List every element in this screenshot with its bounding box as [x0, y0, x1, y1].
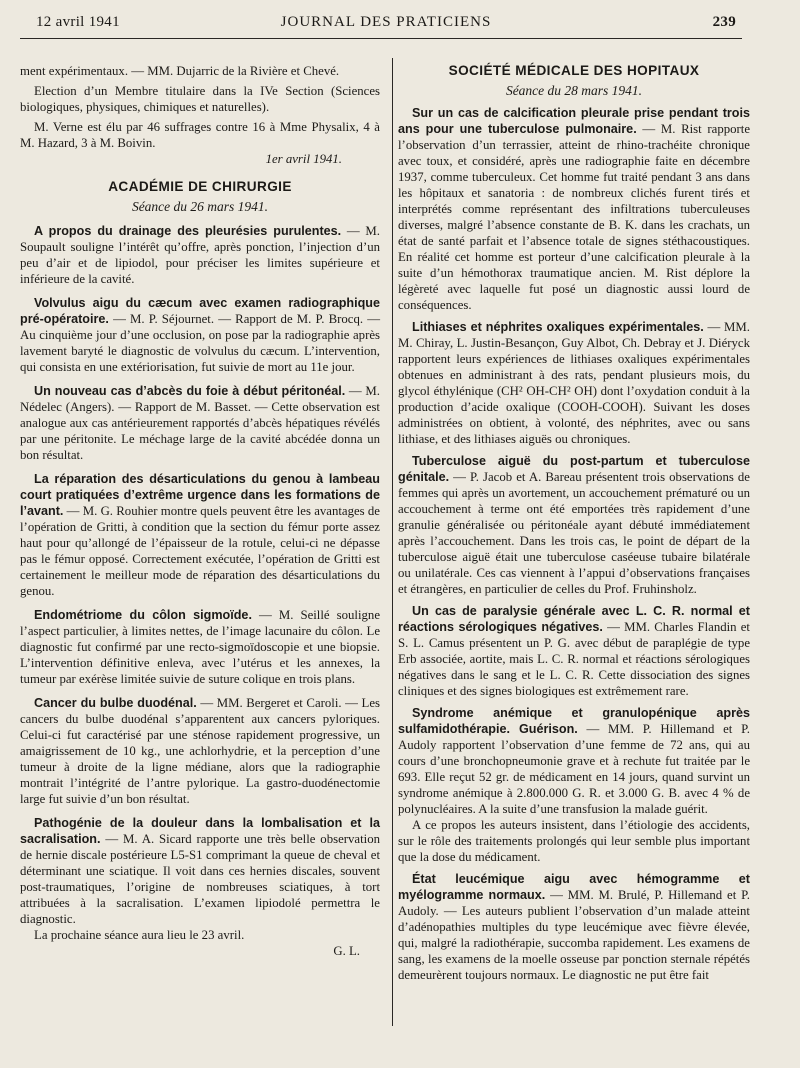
article-title: Endométriome du côlon sigmoïde.	[34, 608, 252, 622]
article-text: — MM. Charles Flandin et S. L. Camus présentent un P. G. avec début de paraplégie de type Erb associée, aortite, mais L. C. R. normal et réactions sérologiques négatives dans le sang et le L. C. R. Cette dissociation des signes cliniques et des signes biologiques est extrêmement rare.	[398, 620, 750, 698]
article-desarticulations-genou	[20, 471, 380, 599]
article-syndrome-anemique-note: A ce propos les auteurs insistent, dans l’étiologie des accidents, sur le rôle des traitements prolongés qui leur semble plus important que la dose du médicament.	[398, 818, 750, 864]
election-paragraph: Election d’un Membre titulaire dans la IVe Section (Sciences biologiques, physiques, chimiques et naturelles).	[20, 84, 380, 114]
article-drainage-pleuresies	[20, 223, 380, 287]
article-etat-leucemique	[398, 871, 750, 983]
article-title: A propos du drainage des pleurésies purulentes.	[34, 224, 342, 238]
date-signature: 1er avril 1941.	[265, 152, 342, 166]
article-title: Syndrome anémique et granulopénique après sulfamidothérapie. Guérison.	[398, 706, 750, 736]
article-text: — M. A. Sicard rapporte une très belle observation de hernie discale postérieure L5-S1 comprimant la queue de cheval et déterminant une sciatique. Il voit dans ces hernies discales, souvent post-traumatiques, l’origine de nombreuses sciatiques, à tort attribuées à la sacralisation. L’examen lipiodolé permettra le diagnostic.	[20, 832, 380, 926]
article-syndrome-anemique	[398, 705, 750, 817]
article-tuberculose-post-partum	[398, 453, 750, 597]
article-text: — M. Seillé souligne l’aspect particulier, à limites nettes, de l’image lacunaire du côlon. Le diagnostic fut confirmé par une recto-sigmoïdoscopie et une biopsie. L’intervention définitive enleva, avec l’utérus et les annexes, la tumeur par exérèse limitée suivie de suture colique en trois plans.	[20, 608, 381, 686]
left-column	[20, 63, 380, 959]
author-signature: G. L.	[333, 944, 360, 958]
article-title: Volvulus aigu du cæcum avec examen radiographique pré-opératoire.	[20, 296, 380, 326]
article-volvulus	[20, 295, 380, 375]
article-text: — M. Soupault souligne l’intérêt qu’offre, après ponction, l’injection d’un peu d’air et de lipiodol, pour préciser les limites supérieure et inférieure de la cavité.	[20, 224, 380, 286]
article-title: Tuberculose aiguë du post-partum et tuberculose génitale.	[398, 454, 750, 484]
article-endometriome	[20, 607, 380, 687]
next-meeting-note: La prochaine séance aura lieu le 23 avril.	[34, 928, 245, 942]
article-text: — MM. M. Chiray, L. Justin-Besançon, Guy Albot, Ch. Debray et J. Diéryck rapportent leurs expériences de lithiases oxaliques expérimentales obtenues en administrant à des rats, pendant plusieurs mois, du glycol éthylénique (CH² OH-CH² OH) dont l’oxydation conduit à la production d’acide oxalique (COOH-COOH). Suivant les doses administrées on obtient, à volonté, des néphrites, avec ou sans lithiase, et des lithiases aiguës ou chroniques.	[398, 320, 750, 446]
right-column	[398, 63, 750, 983]
article-title: Un nouveau cas d’abcès du foie à début péritonéal.	[34, 384, 346, 398]
article-text: — M. P. Séjournet. — Rapport de M. P. Brocq. — Au cinquième jour d’une occlusion, on pose par la radiographie après lavement baryté le diagnostic de volvulus du cæcum. L’intervention, qui consista en une extériorisation, fut suivie de mort au 11e jour.	[20, 312, 381, 374]
article-title: Un cas de paralysie générale avec L. C. R. normal et réactions sérologiques négatives.	[398, 604, 750, 634]
article-text: — MM. Bergeret et Caroli. — Les cancers du bulbe duodénal s’apparentent aux cancers pyloriques. Celui-ci fut caractérisé par une sténose rapidement progressive, un amaigrissement de 10 kg., une achlorhydrie, et la perception d’une tumeur à droite de la ligne médiane, alors que la radiographie montrait l’intégrité de l’antre pylorique. La gastro-duodénectomie large fut suivie d’un bon résultat.	[20, 696, 381, 806]
header-page-number: 239	[712, 14, 736, 30]
continued-text: ment expérimentaux. — MM. Dujarric de la Rivière et Chevé.	[20, 64, 340, 78]
running-head	[36, 14, 736, 38]
column-divider	[392, 58, 393, 1026]
seance-date-academie: Séance du 26 mars 1941.	[131, 199, 269, 214]
article-text: — MM. M. Brulé, P. Hillemand et P. Audoly. — Les auteurs publient l’observation d’un malade atteint d’adénopathies multiples du type leucémique avec fièvre élevée, qui, malgré la radiothérapie, succomba rapidement. Les examens de sang, les examens de la moelle osseuse par ponction sternale répétés demeurèrent toujours normaux. Le diagnostic ne put être fait	[398, 888, 750, 982]
article-cancer-bulbe	[20, 695, 380, 807]
article-paralysie-generale	[398, 603, 750, 699]
header-date: 12 avril 1941	[36, 14, 120, 30]
seance-date-societe: Séance du 28 mars 1941.	[505, 83, 643, 98]
article-text: — M. Nédelec (Angers). — Rapport de M. Basset. — Cette observation est analogue aux cas antérieurement rapportés d’abcès hépatiques révélés par une péritonite. Le méchage large de la cavité abcédée donna un bon résultat.	[20, 384, 380, 462]
article-title: Sur un cas de calcification pleurale prise pendant trois ans pour une tuberculose pulmonaire.	[398, 106, 750, 136]
article-text: — P. Jacob et A. Bareau présentent trois observations de femmes qui après un avortement, un accouchement prématuré ou un accouchement à terme ont été emportées très rapidement d’une granulie généralisée ou péritonéale ayant débuté immédiatement après l’accouchement. Dans les trois cas, le point de départ de la tuberculose aiguë était une tuberculose caséeuse tubaire bilatérale ou unilatérale. Ces cas viennent à l’appui d’observations françaises et étrangères, en particulier de celles du Prof. Fruhinsholz.	[398, 470, 750, 596]
article-title: Lithiases et néphrites oxaliques expérimentales.	[412, 320, 704, 334]
article-lombalisation	[20, 815, 380, 927]
header-journal-title: JOURNAL DES PRATICIENS	[280, 14, 492, 30]
article-calcification-pleurale	[398, 105, 750, 313]
article-title: La réparation des désarticulations du genou à lambeau court pratiquées d’extrême urgence dans les formations de l’avant.	[20, 472, 380, 518]
section-title-academie: ACADÉMIE DE CHIRURGIE	[108, 179, 292, 194]
article-text: — M. G. Rouhier montre quels peuvent être les avantages de l’opération de Gritti, à condition que la section du fémur porte assez haut pour qu’allongé de l’épaisseur de la rotule, celui-ci ne dépasse pas le fémur opposé. Correctement exécutée, l’opération de Gritti est certainement le meilleur mode de réparation des désarticulations du genou.	[20, 504, 380, 598]
header-rule	[20, 38, 742, 39]
article-abces-foie	[20, 383, 380, 463]
election-result-paragraph: M. Verne est élu par 46 suffrages contre 16 à Mme Physalix, 4 à M. Hazard, 3 à M. Boivin.	[20, 120, 380, 150]
article-text: — M. Rist rapporte l’observation d’un terrassier, atteint de rhino-trachéite chronique avec toux, et considéré, après une radiographie faite en décembre 1937, comme tuberculeux. Cet homme fut traité pendant 3 ans dans les hôpitaux et sanatoria : de nombreux clichés furent tirés et interprétés comme représentant des infiltrations tuberculeuses diverses, malgré l’absence constante de B. K. dans les crachats, un état de santé parfait et l’absence totale de signes stéthacoustiques. En réalité cet homme est porteur d’une calcification pleurale à la suite d’un hémothorax traumatique ancien. M. Rist déplore la légèreté avec laquelle fut posé un diagnostic aussi lourd de conséquences.	[398, 122, 751, 312]
section-title-societe: SOCIÉTÉ MÉDICALE DES HOPITAUX	[448, 63, 700, 78]
article-title: Pathogénie de la douleur dans la lombalisation et la sacralisation.	[20, 816, 380, 846]
article-title: État leucémique aigu avec hémogramme et myélogramme normaux.	[398, 872, 750, 902]
article-text: — MM. P. Hillemand et P. Audoly rapportent l’observation d’une femme de 72 ans, qui au cours d’une bronchopneumonie grave et à rechute fut traitée par le 693. Elle reçut 52 gr. de médicament en 14 jours, quand survint un syndrome anémique à 2.800.000 G. R. et 3.000 G. B. avec 4 % de polynucléaires. A la suite d’une transfusion la malade guérit.	[398, 722, 750, 816]
article-title: Cancer du bulbe duodénal.	[34, 696, 197, 710]
article-lithiases-oxaliques	[398, 319, 750, 447]
